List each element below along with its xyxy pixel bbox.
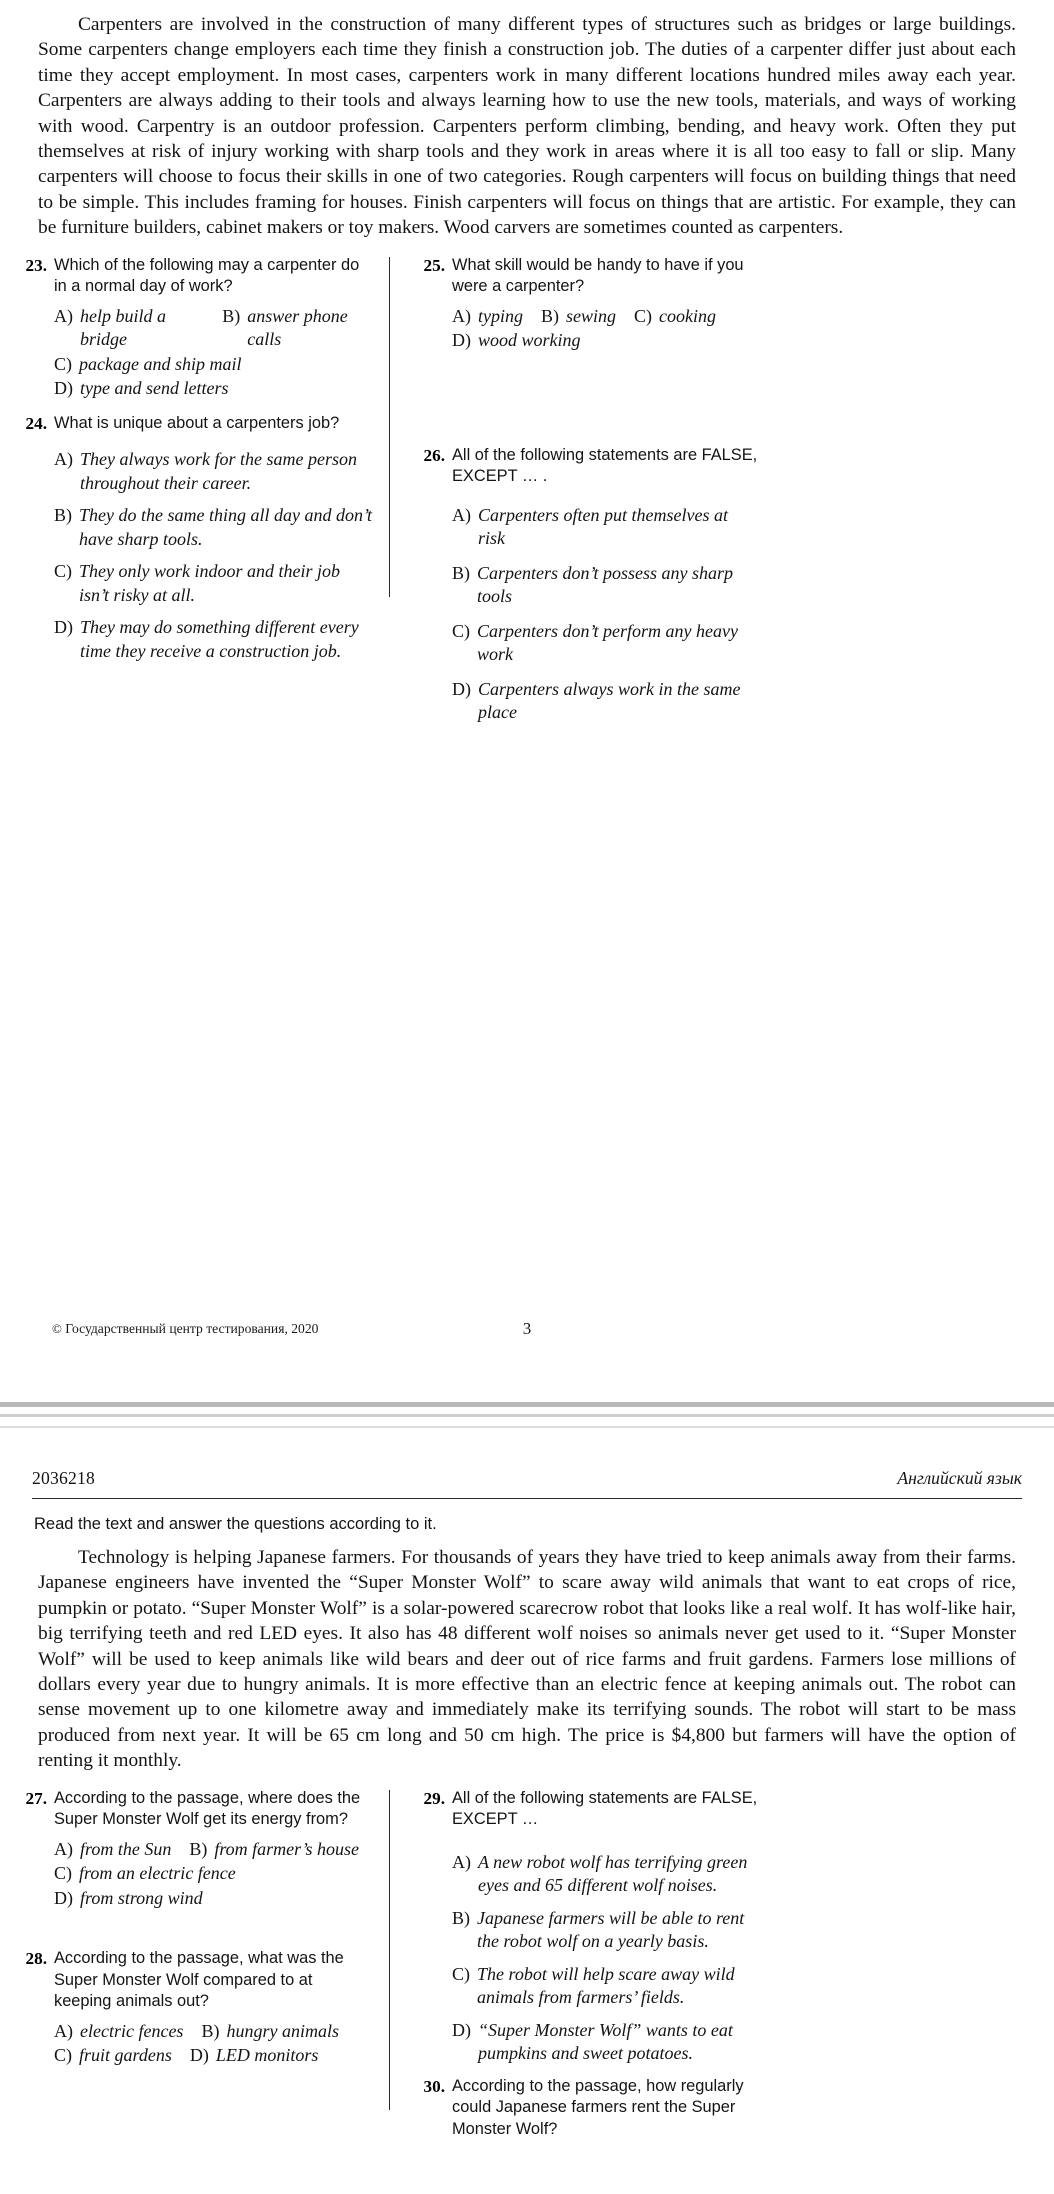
question-30-text: According to the passage, how regularly could Japanese farmers rent the Super Monster Wolf? (452, 2076, 744, 2138)
option-letter: B) (222, 305, 241, 326)
option-letter: A) (54, 1838, 73, 1859)
option-letter: B) (541, 305, 559, 326)
exam-code: 2036218 (32, 1468, 95, 1488)
option-letter: C) (452, 1963, 470, 1984)
option-text: “Super Monster Wolf” wants to eat pumpkins and sweet potatoes. (478, 2019, 733, 2064)
question-27-options (20, 1838, 373, 1911)
option-23-c[interactable] (54, 353, 241, 377)
question-25-options (418, 305, 759, 353)
question-27-number: 27. (25, 1788, 47, 1808)
option-text: type and send letters (80, 378, 229, 399)
question-23-text: Which of the following may a carpenter do in a normal day of work? (54, 255, 360, 296)
question-26-stem (418, 445, 759, 488)
option-text: cooking (659, 305, 716, 326)
option-row (54, 305, 373, 352)
option-text: Carpenters always work in the same place (478, 678, 741, 723)
page-gap (0, 1428, 1054, 1468)
option-text: They always work for the same person throughout their career. (80, 449, 357, 493)
option-letter: A) (54, 305, 73, 326)
option-letter: B) (54, 505, 72, 526)
option-24-c[interactable] (54, 560, 373, 607)
option-23-b[interactable] (222, 305, 373, 352)
option-text: They may do something different every time they receive a construction job. (80, 617, 359, 661)
question-24 (20, 413, 373, 664)
option-letter: B) (189, 1838, 208, 1859)
option-letter: A) (452, 305, 471, 326)
option-text: from an electric fence (79, 1863, 236, 1884)
reading-passage-super-monster-wolf: Technology is helping Japanese farmers. For thousands of years they have tried to keep animals away from their farms. Japanese engineers have invented the “Super Monster Wolf” to scare away wild animals that want to eat crops of rice, pumpkin or potato. “Super Monster Wolf” is a solar-powered scarecrow robot that looks like a real wolf. It has wolf-like hair, big terrifying teeth and red LED eyes. It also has 48 different wolf noises so animals never get used to it. “Super Monster Wolf” will be used to keep animals like wild bears and deer out of rice farms and fruit gardens. Farmers lose millions of dollars every year due to hungry animals. It is more effective than an electric fence at keeping animals out. The robot can sense movement up to one kilometre away and immediately make its terrifying sounds. The robot will start to be mass produced from next year. It will be 65 cm long and 50 cm high. The price is $4,800 but farmers will have the option of renting it monthly. (38, 1547, 1016, 1772)
option-row (452, 305, 759, 329)
option-25-a[interactable] (452, 305, 523, 329)
option-23-a[interactable] (54, 305, 204, 352)
question-27 (20, 1788, 373, 1911)
question-28-number: 28. (25, 1949, 47, 1969)
page-number: 3 (522, 1318, 532, 1338)
exam-page-1 (0, 12, 1054, 1402)
question-24-text: What is unique about a carpenters job? (54, 413, 340, 432)
option-text: typing (478, 305, 523, 326)
question-28-text: According to the passage, what was the Super Monster Wolf compared to at keeping animals out? (54, 1949, 344, 2011)
question-27-text: According to the passage, where does the Super Monster Wolf get its energy from? (54, 1788, 361, 1829)
option-letter: D) (452, 678, 471, 699)
option-text: sewing (566, 305, 617, 326)
option-row (54, 353, 373, 377)
page-separator (0, 1402, 1054, 1428)
exam-page-2 (0, 1468, 1054, 2164)
reading-instruction: Read the text and answer the questions according to it. (34, 1515, 437, 1533)
option-letter: D) (54, 617, 73, 638)
option-text: They only work indoor and their job isn’t risky at all. (79, 561, 340, 605)
question-26-text: All of the following statements are FALSE, EXCEPT … . (452, 445, 758, 486)
question-25-text: What skill would be handy to have if you were a carpenter? (452, 255, 744, 296)
option-25-d[interactable] (452, 329, 581, 353)
question-28-options (20, 2020, 373, 2068)
option-row (54, 2020, 373, 2044)
option-letter: A) (54, 449, 73, 470)
option-letter: A) (452, 504, 471, 525)
questions-column-left-2 (20, 1788, 389, 2147)
option-row (54, 1887, 373, 1911)
questions-column-left (20, 255, 389, 731)
option-letter: C) (54, 561, 72, 582)
page-1-blank-space (20, 731, 1034, 1321)
option-26-d[interactable] (452, 678, 759, 725)
option-text: electric fences (80, 2020, 184, 2041)
question-26-number: 26. (423, 445, 445, 465)
option-28-a[interactable] (54, 2020, 183, 2044)
option-letter: C) (634, 305, 653, 326)
subject-title: Английский язык (897, 1468, 1022, 1488)
option-row (54, 1838, 373, 1862)
option-text: The robot will help scare away wild animals from farmers’ fields. (477, 1963, 735, 2008)
option-text: Carpenters often put themselves at risk (478, 504, 728, 549)
option-25-b[interactable] (541, 305, 616, 329)
option-row (54, 2044, 373, 2068)
question-25 (418, 255, 759, 353)
question-24-options (20, 448, 373, 663)
option-letter: A) (452, 1851, 471, 1872)
option-text: hungry animals (226, 2020, 339, 2041)
question-27-stem (20, 1788, 373, 1831)
option-row (54, 377, 373, 401)
option-row (452, 329, 759, 353)
option-text: fruit gardens (79, 2045, 172, 2066)
question-29 (418, 1788, 759, 2066)
questions-grid-page-2 (20, 1788, 1034, 2147)
question-23-stem (20, 255, 373, 298)
option-row (54, 1862, 373, 1886)
question-25-number: 25. (423, 255, 445, 275)
questions-column-right-2 (390, 1788, 759, 2147)
option-24-a[interactable] (54, 448, 373, 495)
option-letter: C) (54, 1863, 72, 1884)
question-26 (418, 445, 759, 725)
option-28-c[interactable] (54, 2044, 172, 2068)
questions-grid-page-1 (20, 255, 1034, 731)
option-letter: D) (54, 378, 73, 399)
option-28-b[interactable] (201, 2020, 339, 2044)
option-text: wood working (478, 330, 581, 351)
question-30-number: 30. (423, 2076, 445, 2096)
option-text: from strong wind (80, 1887, 203, 1908)
option-letter: D) (189, 2045, 209, 2066)
question-24-stem (20, 413, 373, 435)
question-24-number: 24. (25, 413, 47, 433)
option-letter: C) (54, 2045, 72, 2066)
page-2-header (32, 1468, 1022, 1499)
page-1-content (0, 12, 1054, 1361)
question-23-options (20, 305, 373, 401)
question-29-text: All of the following statements are FALSE, EXCEPT … (452, 1788, 758, 1829)
copyright-text: Государственный центр тестирования, 2020 (65, 1320, 319, 1336)
copyright-icon: © (52, 1320, 62, 1336)
option-letter: C) (54, 353, 72, 374)
question-29-number: 29. (423, 1788, 445, 1808)
option-text: LED monitors (215, 2045, 319, 2066)
page-1-footer (20, 1318, 1034, 1361)
option-29-b[interactable] (452, 1907, 759, 1954)
question-30-stem (418, 2076, 759, 2141)
question-23 (20, 255, 373, 401)
question-29-options (418, 1851, 759, 2066)
questions-column-right (390, 255, 759, 731)
question-28-stem (20, 1948, 373, 2013)
option-25-c[interactable] (634, 305, 716, 329)
option-text: Carpenters don’t possess any sharp tools (477, 562, 734, 607)
question-28 (20, 1948, 373, 2068)
option-letter: D) (452, 330, 471, 351)
separator-bar-light-2 (0, 1417, 1054, 1426)
option-28-d[interactable] (190, 2044, 319, 2068)
option-letter: B) (452, 562, 470, 583)
question-25-stem (418, 255, 759, 298)
page-2-bottom-space (20, 2146, 1034, 2164)
option-text: from the Sun (80, 1838, 172, 1859)
option-text: A new robot wolf has terrifying green eyes and 65 different wolf noises. (478, 1851, 748, 1896)
option-26-a[interactable] (452, 504, 759, 551)
option-27-c[interactable] (54, 1862, 236, 1886)
option-27-d[interactable] (54, 1887, 203, 1911)
question-26-options (418, 504, 759, 725)
question-30 (418, 2076, 759, 2141)
option-letter: D) (452, 2019, 471, 2040)
option-24-d[interactable] (54, 616, 373, 663)
question-23-number: 23. (25, 255, 47, 275)
option-letter: B) (201, 2020, 220, 2041)
option-text: Carpenters don’t perform any heavy work (477, 620, 738, 665)
option-text: Japanese farmers will be able to rent the robot wolf on a yearly basis. (477, 1907, 745, 1952)
page-2-content (0, 1468, 1054, 2164)
option-26-c[interactable] (452, 620, 759, 667)
option-23-d[interactable] (54, 377, 228, 401)
option-text: from farmer’s house (214, 1838, 360, 1859)
option-26-b[interactable] (452, 562, 759, 609)
option-letter: D) (54, 1887, 73, 1908)
option-text: answer phone calls (247, 305, 348, 350)
option-text: package and ship mail (79, 353, 242, 374)
option-text: help build a bridge (80, 305, 166, 350)
option-24-b[interactable] (54, 504, 373, 551)
option-letter: C) (452, 620, 470, 641)
question-29-stem (418, 1788, 759, 1831)
option-29-d[interactable] (452, 2019, 759, 2066)
option-letter: A) (54, 2020, 73, 2041)
option-text: They do the same thing all day and don’t have sharp tools. (79, 505, 372, 549)
option-letter: B) (452, 1907, 470, 1928)
option-27-b[interactable] (189, 1838, 359, 1862)
reading-passage-carpenters: Carpenters are involved in the construction of many different types of structures such as bridges or large buildings. Some carpenters change employers each time they finish a construction job. The duties of a carpenter differ just about each time they accept employment. In most cases, carpenters work in many different locations hundred miles away each year. Carpenters are always adding to their tools and always learning how to use the new tools, materials, and ways of working with wood. Carpentry is an outdoor profession. Carpenters perform climbing, bending, and heavy work. Often they put themselves at risk of injury working with sharp tools and they work in areas where it is all too easy to fall or slip. Many carpenters will choose to focus their skills in one of two categories. Rough carpenters will focus on building things that need to be simple. This includes framing for houses. Finish carpenters will focus on things that are artistic. For example, they can be furniture builders, cabinet makers or toy makers. Wood carvers are sometimes counted as carpenters. (38, 14, 1016, 239)
option-29-a[interactable] (452, 1851, 759, 1898)
option-29-c[interactable] (452, 1963, 759, 2010)
separator-bar-light (0, 1407, 1054, 1414)
option-27-a[interactable] (54, 1838, 171, 1862)
